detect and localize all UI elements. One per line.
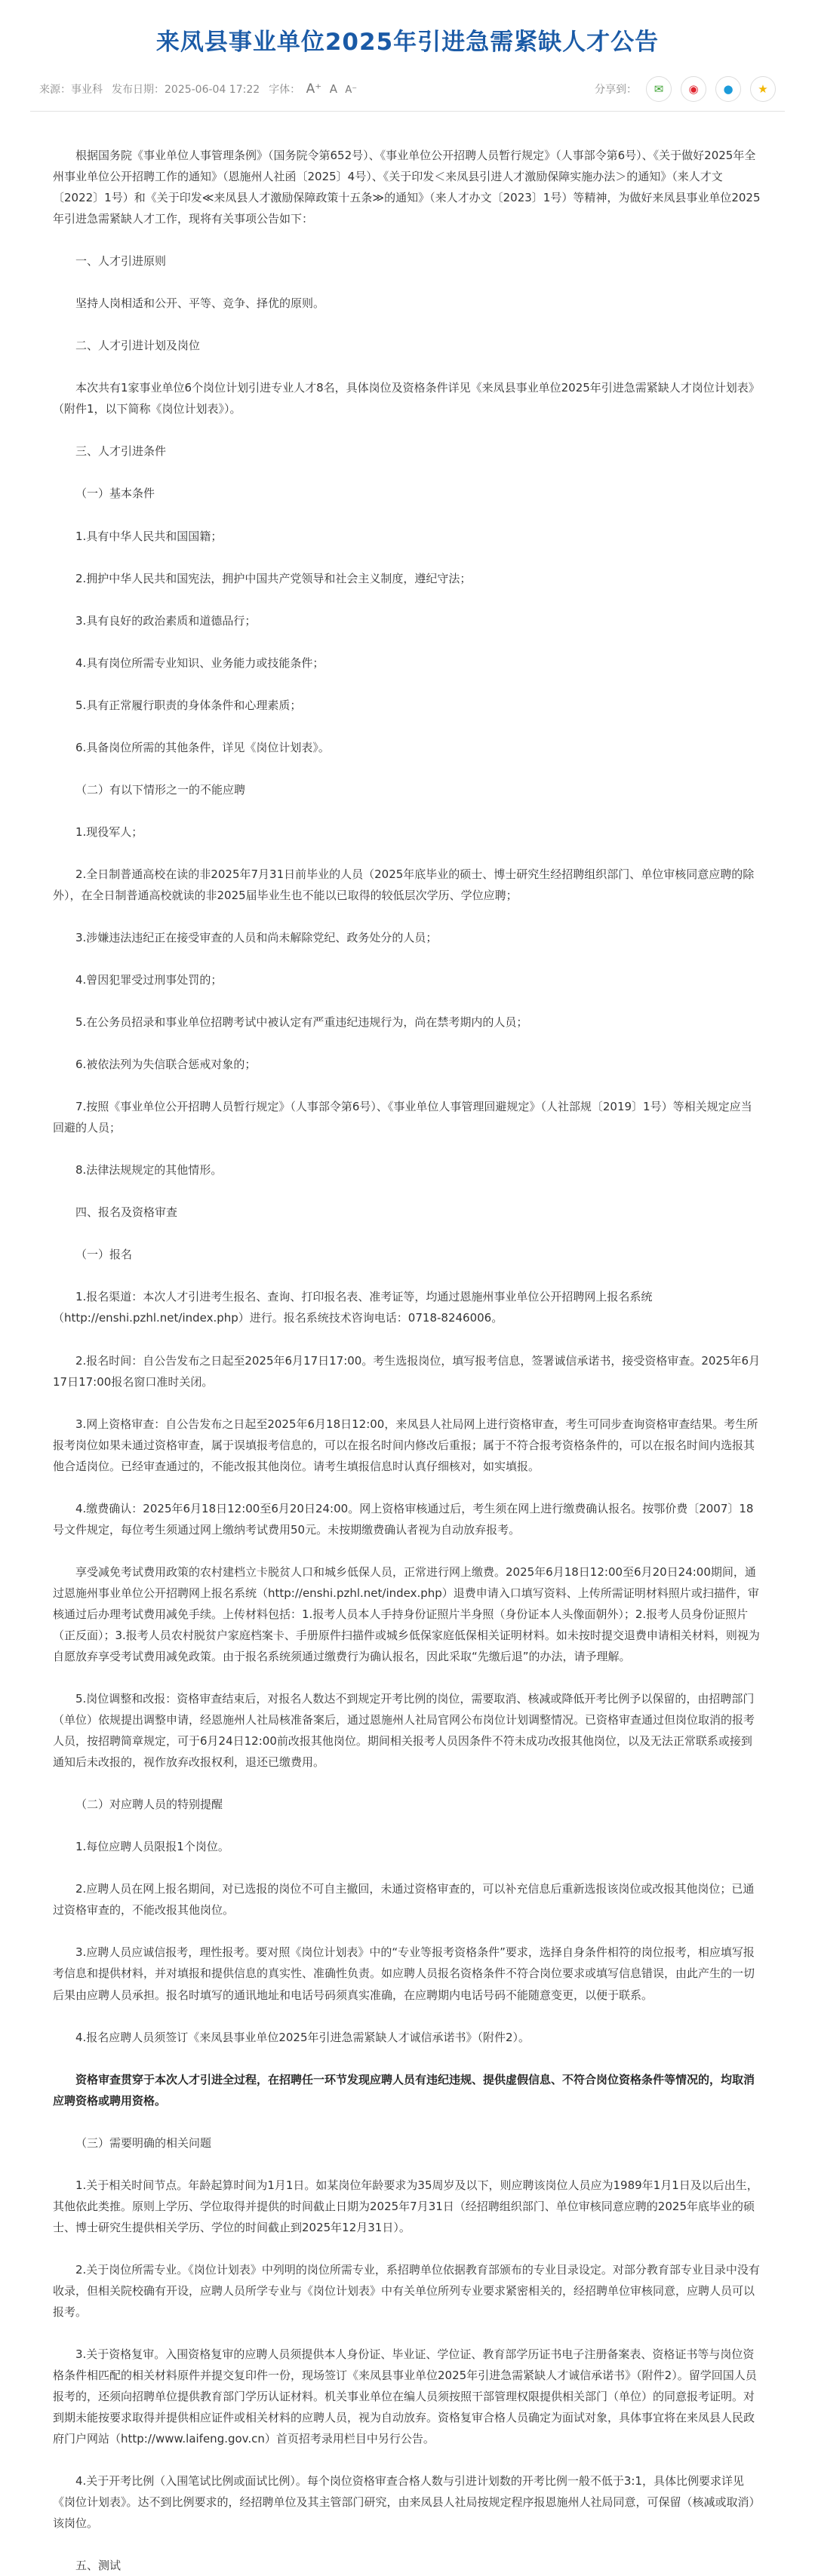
article-paragraph: 5.岗位调整和改报：资格审查结束后，对报名人数达不到规定开考比例的岗位，需要取消、核减或降低开考比例予以保留的，由招聘部门（单位）依规提出调整申请，经恩施州人社局核准备案后，通过恩施州人社局官网公布岗位计划调整情况。已资格审查通过但岗位取消的报考人员，按招聘简章规定，可于6月24日12:00前改报其他岗位。期间相关报考人员因条件不符未成功改报其他岗位，以及无法正常联系或接到通知后未改报的，视作放弃改报权利，退还已缴费用。 [53, 1692, 755, 1770]
article-paragraph: 1.现役军人； [75, 824, 143, 839]
article-paragraph: 4.缴费确认：2025年6月18日12:00至6月20日24:00。网上资格审核通过后，考生须在网上进行缴费确认报名。按鄂价费〔2007〕18号文件规定，每位考生须通过网上缴纳考试费用50元。未按期缴费确认者视为自动放弃报考。 [53, 1501, 754, 1537]
article-paragraph: 4.具有岗位所需专业知识、业务能力或技能条件； [75, 656, 324, 670]
article-paragraph: 1.关于相关时间节点。年龄起算时间为1月1日。如某岗位年龄要求为35周岁及以下，则应聘该岗位人员应为1989年1月1日及以后出生，其他依此类推。原则上学历、学位取得并提供的时间截止日期为2025年7月31日（经招聘组织部门、单位审核同意应聘的2025年底毕业的硕士、博士研究生提供相关学历、学位的时间截止到2025年12月31日）。 [53, 2178, 758, 2234]
article-paragraph: 3.涉嫌违法违纪正在接受审查的人员和尚未解除党纪、政务处分的人员； [75, 930, 438, 944]
article-paragraph: 2.全日制普通高校在读的非2025年7月31日前毕业的人员（2025年底毕业的硕士、博士研究生经招聘组织部门、单位审核同意应聘的除外），在全日制普通高校就读的非2025届毕业生也不能以已取得的较低层次学历、学位应聘； [53, 867, 755, 902]
article-meta [39, 81, 359, 97]
article-paragraph: （三）需要明确的相关问题 [75, 2135, 212, 2150]
source-info [39, 81, 103, 97]
source-label: 来源： [39, 84, 71, 96]
article-page [30, 0, 785, 2576]
article-body [30, 112, 785, 2576]
article-paragraph: 4.曾因犯罪受过刑事处罚的； [75, 973, 223, 987]
article-paragraph: 6.被依法列为失信联合惩戒对象的； [75, 1058, 257, 1072]
article-paragraph: 2.报名时间：自公告发布之日起至2025年6月17日17:00。考生选报岗位，填写报考信息，签署诚信承诺书，接受资格审查。2025年6月17日17:00报名窗口准时关闭。 [53, 1353, 761, 1389]
article-paragraph: 资格审查贯穿于本次人才引进全过程，在招聘任一环节发现应聘人员有违纪违规、提供虚假信息、不符合岗位资格条件等情况的，均取消应聘资格或聘用资格。 [53, 2072, 755, 2108]
font-size-controls [269, 81, 359, 97]
article-paragraph: 4.报名应聘人员须签订《来凤县事业单位2025年引进急需紧缺人才诚信承诺书》（附件2）。 [75, 2030, 531, 2044]
publish-date-info [112, 81, 260, 97]
article-paragraph: 享受减免考试费用政策的农村建档立卡脱贫人口和城乡低保人员，正常进行网上缴费。2025年6月18日12:00至6月20日24:00期间，通过恩施州事业单位公开招聘网上报名系统（http://enshi.pzhl.net/index.php）退费申请入口填写资料、上传所需证明材料照片或扫描件，审核通过后办理考试费用减免手续。上传材料包括：1.报考人员本人手持身份证照片半身照（身份证本人头像面朝外）；2.报考人员身份证照片（正反面）；3.报考人员农村脱贫户家庭档案卡、手册原件扫描件或城乡低保家庭低保相关证明材料。如未按时提交退费申请相关材料，则视为自愿放弃享受考试费用减免政策。由于报名系统须通过缴费行为确认报名，因此采取“先缴后退”的办法，请予理解。 [53, 1564, 760, 1664]
article-paragraph: 三、人才引进条件 [75, 444, 167, 459]
qzone-share-icon[interactable]: ★ [750, 76, 776, 102]
font-size-medium-button[interactable]: A [329, 82, 337, 96]
font-label: 字体： [269, 84, 301, 96]
article-paragraph: 8.法律法规规定的其他情形。 [75, 1163, 223, 1177]
article-paragraph: 3.网上资格审查：自公告发布之日起至2025年6月18日12:00，来凤县人社局网上进行资格审查，考生可同步查询资格审查结果。考生所报考岗位如果未通过资格审查，属于误填报考信息的，可以在报名时间内修改后重报；属于不符合报考资格条件的，可以在报名时间内选报其他合适岗位。已经审查通过的，不能改报其他岗位。请考生填报信息时认真仔细核对，如实填报。 [53, 1417, 758, 1473]
article-paragraph: 四、报名及资格审查 [75, 1205, 178, 1220]
article-paragraph: 6.具备岗位所需的其他条件，详见《岗位计划表》。 [75, 740, 330, 754]
article-paragraph: 5.在公务员招录和事业单位招聘考试中被认定有严重违纪违规行为，尚在禁考期内的人员； [75, 1015, 528, 1030]
weibo-share-icon[interactable]: ◉ [681, 76, 706, 102]
date-label: 发布日期： [112, 84, 165, 96]
page-title: 来凤县事业单位2025年引进急需紧缺人才公告 [155, 29, 660, 56]
wechat-share-icon[interactable]: ✉ [646, 76, 672, 102]
font-size-large-button[interactable]: A⁺ [306, 81, 322, 97]
article-paragraph: 3.关于资格复审。入围资格复审的应聘人员须提供本人身份证、毕业证、学位证、教育部学历证书电子注册备案表、资格证书等与岗位资格条件相匹配的相关材料原件并提交复印件一份，现场签订《来凤县事业单位2025年引进急需紧缺人才诚信承诺书》（附件2）。留学回国人员报考的，还须向招聘单位提供教育部门学历认证材料。机关事业单位在编人员须按照干部管理权限提供相关部门（单位）的同意报考证明。对到期未能按要求取得并提供相应证件或相关材料的应聘人员，视为自动放弃。资格复审合格人员确定为面试对象，具体事宜将在来凤县人民政府门户网站（http://www.laifeng.gov.cn）首页招考录用栏目中另行公告。 [53, 2347, 757, 2446]
share-label: 分享到： [595, 84, 637, 96]
article-paragraph: 4.关于开考比例（入围笔试比例或面试比例）。每个岗位资格审查合格人数与引进计划数的开考比例一般不低于3:1，具体比例要求详见《岗位计划表》。达不到比例要求的，经招聘单位及其主管部门研究，由来凤县人社局按规定程序报恩施州人社局同意，可保留（核减或取消）该岗位。 [53, 2474, 761, 2531]
article-meta-bar [30, 76, 785, 112]
article-paragraph: 五、测试 [75, 2559, 121, 2573]
article-paragraph: （二）有以下情形之一的不能应聘 [75, 782, 246, 797]
article-paragraph: 本次共有1家事业单位6个岗位计划引进专业人才8名，具体岗位及资格条件详见《来凤县事业单位2025年引进急需紧缺人才岗位计划表》（附件1，以下简称《岗位计划表》）。 [53, 381, 760, 416]
article-paragraph: 1.具有中华人民共和国国籍； [75, 529, 223, 543]
qq-share-icon[interactable]: ● [715, 76, 741, 102]
article-paragraph: 坚持人岗相适和公开、平等、竞争、择优的原则。 [75, 296, 325, 311]
article-paragraph: 2.关于岗位所需专业。《岗位计划表》中列明的岗位所需专业，系招聘单位依据教育部颁布的专业目录设定。对部分教育部专业目录中没有收录，但相关院校确有开设，应聘人员所学专业与《岗位计划表》中有关单位所列专业要求紧密相关的，经招聘单位审核同意，应聘人员可以报考。 [53, 2262, 760, 2319]
article-paragraph: 5.具有正常履行职责的身体条件和心理素质； [75, 698, 302, 712]
article-paragraph: 2.拥护中华人民共和国宪法，拥护中国共产党领导和社会主义制度，遵纪守法； [75, 571, 472, 585]
article-paragraph: 1.每位应聘人员限报1个岗位。 [75, 1840, 229, 1854]
article-paragraph: 根据国务院《事业单位人事管理条例》（国务院令第652号）、《事业单位公开招聘人员暂行规定》（人事部令第6号）、《关于做好2025年全州事业单位公开招聘工作的通知》（恩施州人社函〔2025〕4号）、《关于印发＜来凤县引进人才激励保障实施办法＞的通知》（来人才文〔2022〕1号）和《关于印发≪来凤县人才激励保障政策十五条≫的通知》（来人才办文〔2023〕1号）等精神，为做好来凤县事业单位2025年引进急需紧缺人才工作，现将有关事项公告如下： [53, 149, 761, 226]
article-paragraph: （一）基本条件 [75, 487, 155, 501]
font-size-small-button[interactable]: A⁻ [345, 84, 358, 96]
article-paragraph: 2.应聘人员在网上报名期间，对已选报的岗位不可自主撤回，未通过资格审查的，可以补充信息后重新选报该岗位或改报其他岗位；已通过资格审查的，不能改报其他岗位。 [53, 1882, 755, 1917]
article-paragraph: 一、人才引进原则 [75, 254, 167, 269]
article-paragraph: （二）对应聘人员的特别提醒 [75, 1798, 223, 1812]
source-value: 事业科 [71, 84, 103, 96]
date-value: 2025-06-04 17:22 [165, 84, 260, 96]
article-paragraph: 3.应聘人员应诚信报考，理性报考。要对照《岗位计划表》中的“专业等报考资格条件”要求，选择自身条件相符的岗位报考，相应填写报考信息和提供材料，并对填报和提供信息的真实性、准确性负责。如应聘人员报名资格条件不符合岗位要求或填写信息错误，由此产生的一切后果由应聘人员承担。报名时填写的通讯地址和电话号码须真实准确，在应聘期内电话号码不能随意变更，以便于联系。 [53, 1945, 755, 2002]
article-paragraph: （一）报名 [75, 1248, 133, 1262]
article-paragraph: 二、人才引进计划及岗位 [75, 339, 201, 353]
share-bar [595, 76, 776, 102]
article-paragraph: 3.具有良好的政治素质和道德品行； [75, 613, 257, 628]
article-paragraph: 7.按照《事业单位公开招聘人员暂行规定》（人事部令第6号）、《事业单位人事管理回避规定》（人社部规〔2019〕1号）等相关规定应当回避的人员； [53, 1100, 752, 1135]
article-paragraph: 1.报名渠道：本次人才引进考生报名、查询、打印报名表、准考证等，均通过恩施州事业单位公开招聘网上报名系统（http://enshi.pzhl.net/index.php）进行。报名系统技术咨询电话：0718-8246006。 [53, 1290, 653, 1325]
